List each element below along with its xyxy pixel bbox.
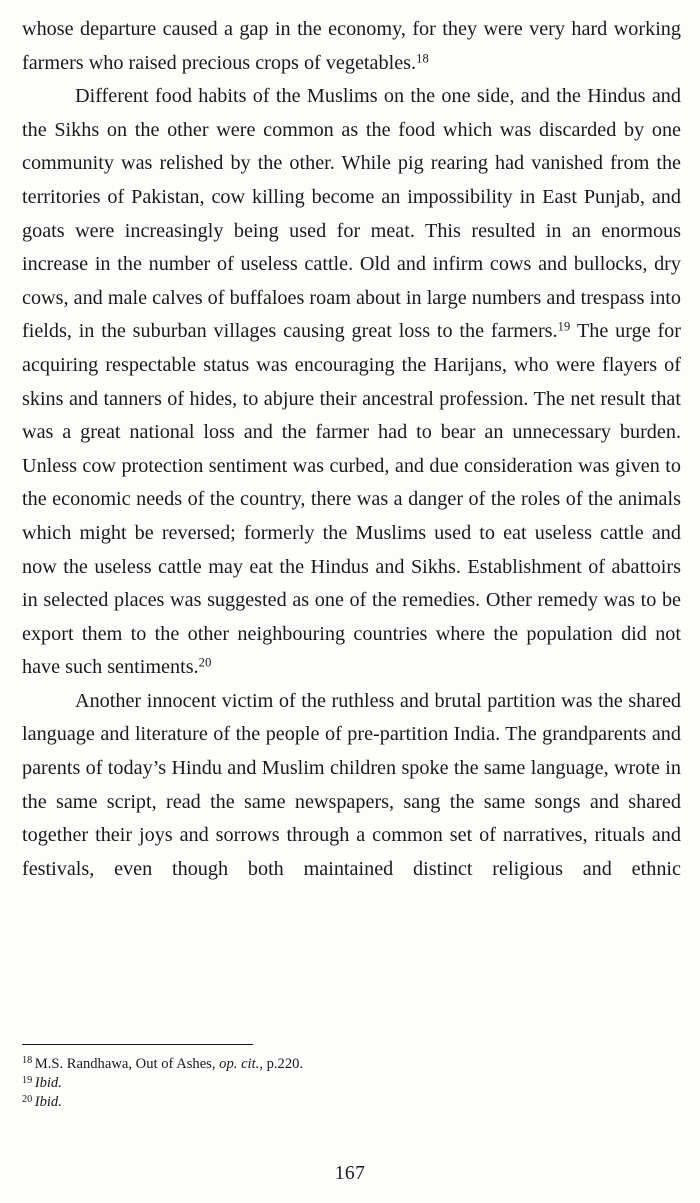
paragraph-language-text: Another innocent victim of the ruthless and brutal partition was the shared language and literature of the people of pre-partition India. The grandparents and parents of today’s Hindu and Muslim children spoke the same language, wrote in the same script, read the same newspapers, sang the same songs and shared together their joys and sorrows through a common set of narratives, rituals and festivals, even though both maintained distinct religious and ethnic <box>22 689 681 880</box>
footnote-separator-rule <box>22 1044 253 1045</box>
paragraph-food-habits-segment-2: The urge for acquiring respectable status was encouraging the Harijans, who were flayers of skins and tanners of hides, to abjure their ancestral profession. The net result that was a great national loss and the farmer had to bear an unnecessary burden. Unless cow protection sentiment was curbed, and due consideration was given to the economic needs of the country, there was a danger of the roles of the animals which might be reversed; formerly the Muslims used to eat useless cattle and now the useless cattle may eat the Hindus and Sikhs. Establishment of abattoirs in selected places was suggested as one of the remedies. Other remedy was to be export them to the other neighbouring countries where the population did not have such sentiments. <box>22 320 681 679</box>
justify-spacer <box>22 891 681 913</box>
footnote-text-roman-b: , p.220. <box>259 1056 304 1072</box>
footnote-text-italic: Ibid. <box>34 1094 62 1111</box>
page-number: 167 <box>334 1163 366 1184</box>
footnote-number-18: 18 <box>22 1055 33 1067</box>
footnote-number-19: 19 <box>22 1074 33 1086</box>
body-text-block <box>22 13 681 920</box>
paragraph-continued <box>22 13 681 80</box>
footnote-ref-18[interactable]: 18 <box>416 51 429 66</box>
footnote-area <box>22 1044 681 1113</box>
footnote-item <box>22 1055 681 1074</box>
footnote-item <box>22 1093 681 1112</box>
footnote-text-italic: op. cit. <box>219 1056 260 1072</box>
paragraph-food-habits-segment-1: Different food habits of the Muslims on the one side, and the Hindus and the Sikhs on the other were common as the food which was discarded by one community was relished by the other. While pig rearing had vanished from the territories of Pakistan, cow killing become an impossibility in East Punjab, and goats were increasingly being used for meat. This resulted in an enormous increase in the number of useless cattle. Old and infirm cows and bullocks, dry cows, and male calves of buffaloes roam about in large numbers and trespass into fields, in the suburban villages causing great loss to the farmers. <box>22 85 681 343</box>
paragraph-language <box>22 685 681 920</box>
paragraph-continued-text: whose departure caused a gap in the economy, for they were very hard working farmers who raised precious crops of vegetables. <box>22 18 681 74</box>
footnote-ref-20[interactable]: 20 <box>198 655 212 670</box>
footnote-text-roman-a: M.S. Randhawa, Out of Ashes, <box>34 1056 220 1072</box>
footnote-ref-19[interactable]: 19 <box>557 319 571 334</box>
paragraph-food-habits <box>22 80 681 685</box>
footnote-number-20: 20 <box>22 1093 33 1105</box>
footnote-item <box>22 1074 681 1093</box>
footnote-text-italic: Ibid. <box>34 1075 62 1092</box>
